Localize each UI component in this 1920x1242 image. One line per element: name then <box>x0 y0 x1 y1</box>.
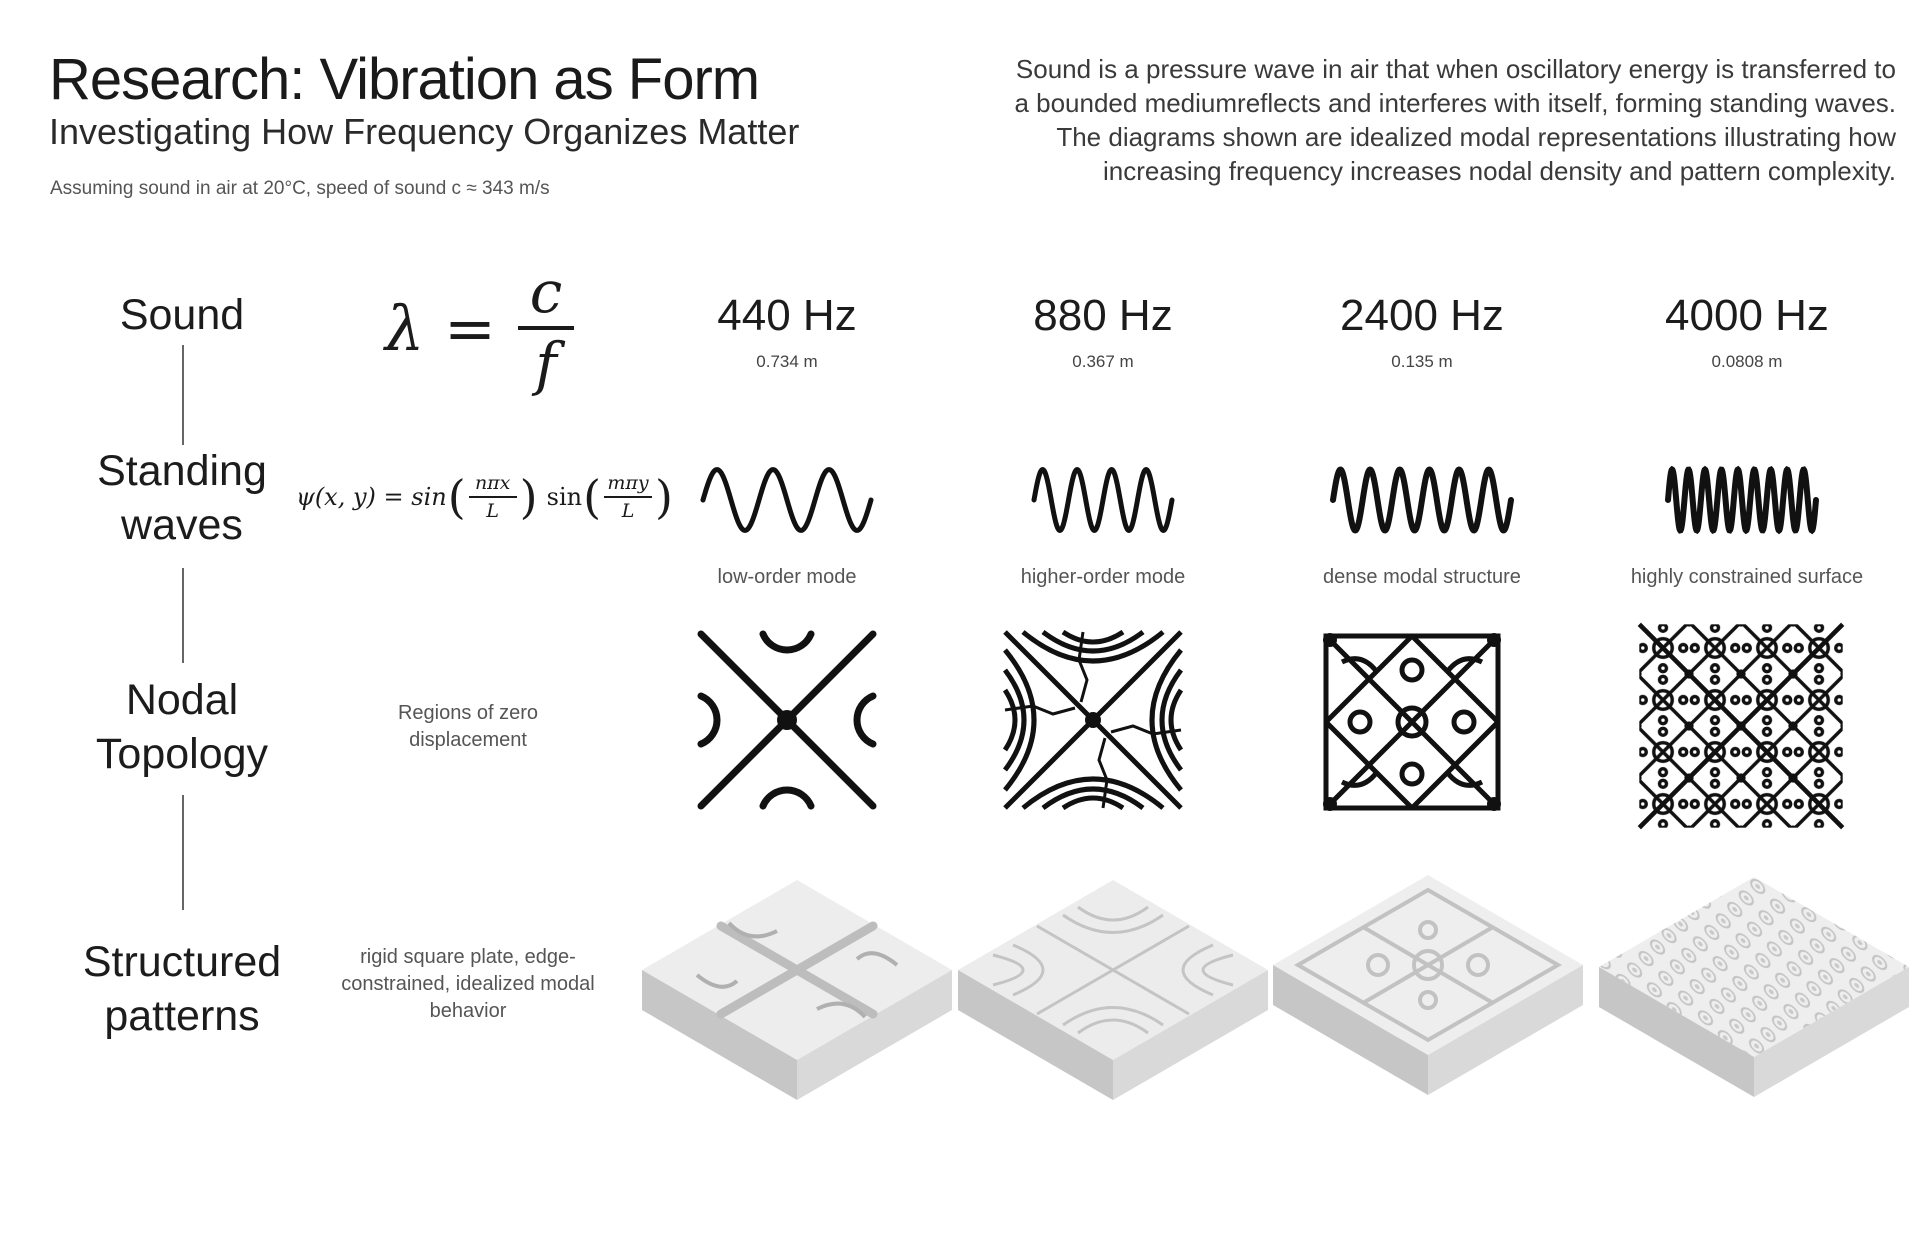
formula-fraction <box>518 258 574 398</box>
standing-wave-icon <box>1662 460 1822 540</box>
plate-description: rigid square plate, edge-constrained, idealized modal behavior <box>341 946 595 1022</box>
connector-line <box>182 568 184 663</box>
plate-dense-icon <box>1268 870 1588 1100</box>
standing-wave-icon <box>697 460 877 540</box>
connector-line <box>182 795 184 910</box>
row-label-nodal-topology: Nodal Topology <box>95 676 269 778</box>
mode-label: dense modal structure <box>1323 566 1521 588</box>
wavelength-value: 0.135 m <box>1391 352 1453 371</box>
wavelength-value: 0.734 m <box>756 352 818 371</box>
paren-close-icon: ) <box>519 470 538 524</box>
row-label-structured-patterns: Structured patterns <box>82 938 282 1040</box>
wave-path <box>1333 470 1511 531</box>
frequency-label: 880 Hz <box>1033 291 1173 340</box>
page-title: Research: Vibration as Form <box>49 47 760 112</box>
mode-label: highly constrained surface <box>1630 566 1864 588</box>
nodal-pattern-constrained-icon <box>1637 622 1845 830</box>
formula-numerator: nπx <box>474 472 511 495</box>
frequency-label: 4000 Hz <box>1665 291 1829 340</box>
row-label-standing-waves: Standing waves <box>97 447 267 549</box>
standing-wave-icon <box>1327 460 1517 540</box>
wavelength-value: 0.0808 m <box>1711 352 1783 371</box>
wave-path <box>1668 470 1816 531</box>
formula-fraction <box>469 472 517 522</box>
mode-label: low-order mode <box>717 566 857 588</box>
frequency-label: 440 Hz <box>717 291 857 340</box>
plate-higher-order-icon <box>953 875 1273 1105</box>
nodal-description: Regions of zero displacement <box>397 702 539 751</box>
wavelength-formula <box>385 258 574 398</box>
assumption-note: Assuming sound in air at 20°C, speed of sound c ≈ 343 m/s <box>50 178 550 199</box>
plate-low-order-icon <box>637 875 957 1105</box>
formula-denominator: L <box>621 499 635 522</box>
paren-open-icon: ( <box>447 470 466 524</box>
wavelength-value: 0.367 m <box>1072 352 1134 371</box>
paren-open-icon: ( <box>583 470 602 524</box>
plate-constrained-icon <box>1594 872 1914 1102</box>
formula-lhs: λ = <box>385 291 496 365</box>
formula-sin: sin <box>546 483 583 511</box>
nodal-pattern-low-order-icon <box>697 630 877 810</box>
formula-numerator: c <box>529 258 563 326</box>
intro-paragraph: Sound is a pressure wave in air that when oscillatory energy is transferred to a bounded mediumreflects and interferes with itself, forming standing waves. The diagrams shown are idealized modal representations illustrating how increasing frequency increases nodal density and pattern complexity. <box>1014 54 1896 186</box>
nodal-pattern-dense-icon <box>1322 632 1502 812</box>
fraction-bar <box>604 496 652 498</box>
fraction-bar <box>469 496 517 498</box>
formula-lhs: ψ(x, y) = sin <box>296 483 447 511</box>
connector-line <box>182 345 184 445</box>
mode-label: higher-order mode <box>1020 566 1186 588</box>
formula-denominator: L <box>486 499 499 522</box>
paren-close-icon: ) <box>655 470 673 524</box>
frequency-label: 2400 Hz <box>1340 291 1504 340</box>
formula-numerator: mπy <box>607 472 649 495</box>
wave-path <box>703 470 871 531</box>
wave-path <box>1034 470 1172 531</box>
row-label-sound: Sound <box>119 291 245 339</box>
page-subtitle: Investigating How Frequency Organizes Matter <box>49 111 800 152</box>
nodal-pattern-higher-order-icon <box>1003 630 1183 810</box>
formula-denominator: f <box>535 330 557 398</box>
standing-wave-icon <box>1028 460 1178 540</box>
formula-fraction <box>604 472 652 522</box>
standing-wave-formula <box>296 470 674 524</box>
